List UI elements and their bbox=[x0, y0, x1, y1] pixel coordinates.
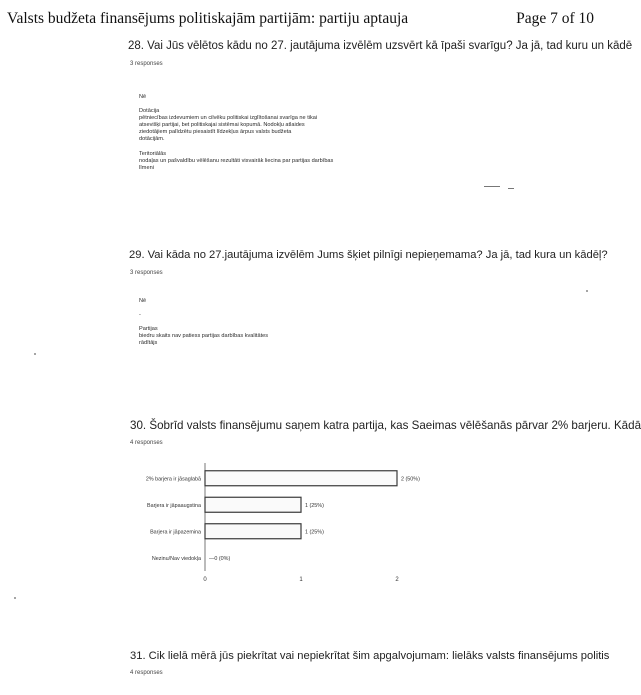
response-line: Partijas bbox=[139, 326, 158, 333]
x-tick-label: 2 bbox=[395, 577, 399, 583]
response-line: atsevišķi partijai, bet politiskajai sistēmai kopumā. Nodokļu atlaides bbox=[139, 122, 305, 129]
response-gap bbox=[139, 319, 268, 326]
scan-mark bbox=[484, 186, 500, 187]
x-tick-label: 0 bbox=[203, 577, 207, 583]
response-line: nodaļas un pašvaldību vēlēšanu rezultāti visvairāk liecina par partijas darbības bbox=[139, 157, 334, 164]
response-line: dotācijām. bbox=[139, 136, 165, 143]
data-label: 1 (25%) bbox=[305, 502, 324, 509]
response-line: ziedotājiem palīdzētu piesaistīt līdzekļus ārpus valsts budžeta bbox=[139, 129, 292, 136]
response-line: pētniecības izdevumiem un cilvēku politiskai izglītošanai svarīga ne tikai bbox=[139, 115, 318, 122]
bar bbox=[205, 524, 301, 539]
response-line: līmeni bbox=[139, 164, 154, 171]
response-list bbox=[139, 298, 268, 347]
response-line: rādītājs bbox=[139, 340, 158, 347]
scan-dot bbox=[34, 353, 36, 355]
response-count: 3 responses bbox=[130, 270, 163, 276]
scan-dot bbox=[14, 597, 16, 599]
response-line: Dotācija bbox=[139, 108, 160, 115]
bar bbox=[205, 471, 397, 486]
data-label: 2 (50%) bbox=[401, 476, 420, 483]
response-line: Nē bbox=[139, 94, 147, 100]
response-line: - bbox=[139, 312, 141, 319]
response-line: Nē bbox=[139, 298, 147, 304]
data-label: 1 (25%) bbox=[305, 529, 324, 536]
response-count: 4 responses bbox=[130, 670, 163, 676]
response-count: 4 responses bbox=[130, 440, 163, 446]
response-line: Teritoriālās bbox=[139, 150, 167, 157]
response-list bbox=[139, 94, 333, 172]
response-gap bbox=[139, 101, 333, 108]
category-label: Nezinu/Nav viedokļa bbox=[151, 555, 201, 562]
bar bbox=[205, 497, 301, 512]
category-label: Barjera ir jāpazemina bbox=[150, 529, 201, 536]
document-title: Valsts budžeta finansējums politiskajām partijām: partiju aptauja bbox=[7, 10, 409, 27]
data-label: —0 (0%) bbox=[209, 555, 231, 562]
question-title: 31. Cik lielā mērā jūs piekrītat vai nepiekrītat šim apgalvojumam: lielāks valsts finansējums politis bbox=[130, 650, 610, 662]
category-label: 2% barjera ir jāsaglabā bbox=[145, 476, 201, 483]
response-gap bbox=[139, 305, 268, 312]
question-title: 29. Vai kāda no 27.jautājuma izvēlēm Jums šķiet pilnīgi nepieņemama? Ja jā, tad kura un kādēļ? bbox=[129, 249, 608, 261]
category-label: Barjera ir jāpaaugstina bbox=[147, 502, 201, 509]
question-title: 28. Vai Jūs vēlētos kādu no 27. jautājuma izvēlēm uzsvērt kā īpaši svarīgu? Ja jā, tad kuru un kādē bbox=[128, 40, 633, 52]
page-header bbox=[0, 0, 600, 30]
page-number: Page 7 of 10 bbox=[516, 10, 594, 27]
bar-chart bbox=[120, 455, 450, 590]
scan-dot bbox=[586, 290, 588, 292]
response-count: 3 responses bbox=[130, 61, 163, 67]
response-line: biedru skaits nav patiess partijas darbības kvalitātes bbox=[139, 333, 269, 340]
question-title: 30. Šobrīd valsts finansējumu saņem katra partija, kas Saeimas vēlēšanās pārvar 2% barjeru. Kādā bbox=[130, 419, 641, 432]
scan-mark bbox=[508, 188, 514, 189]
response-gap bbox=[139, 144, 333, 151]
x-tick-label: 1 bbox=[299, 577, 303, 583]
